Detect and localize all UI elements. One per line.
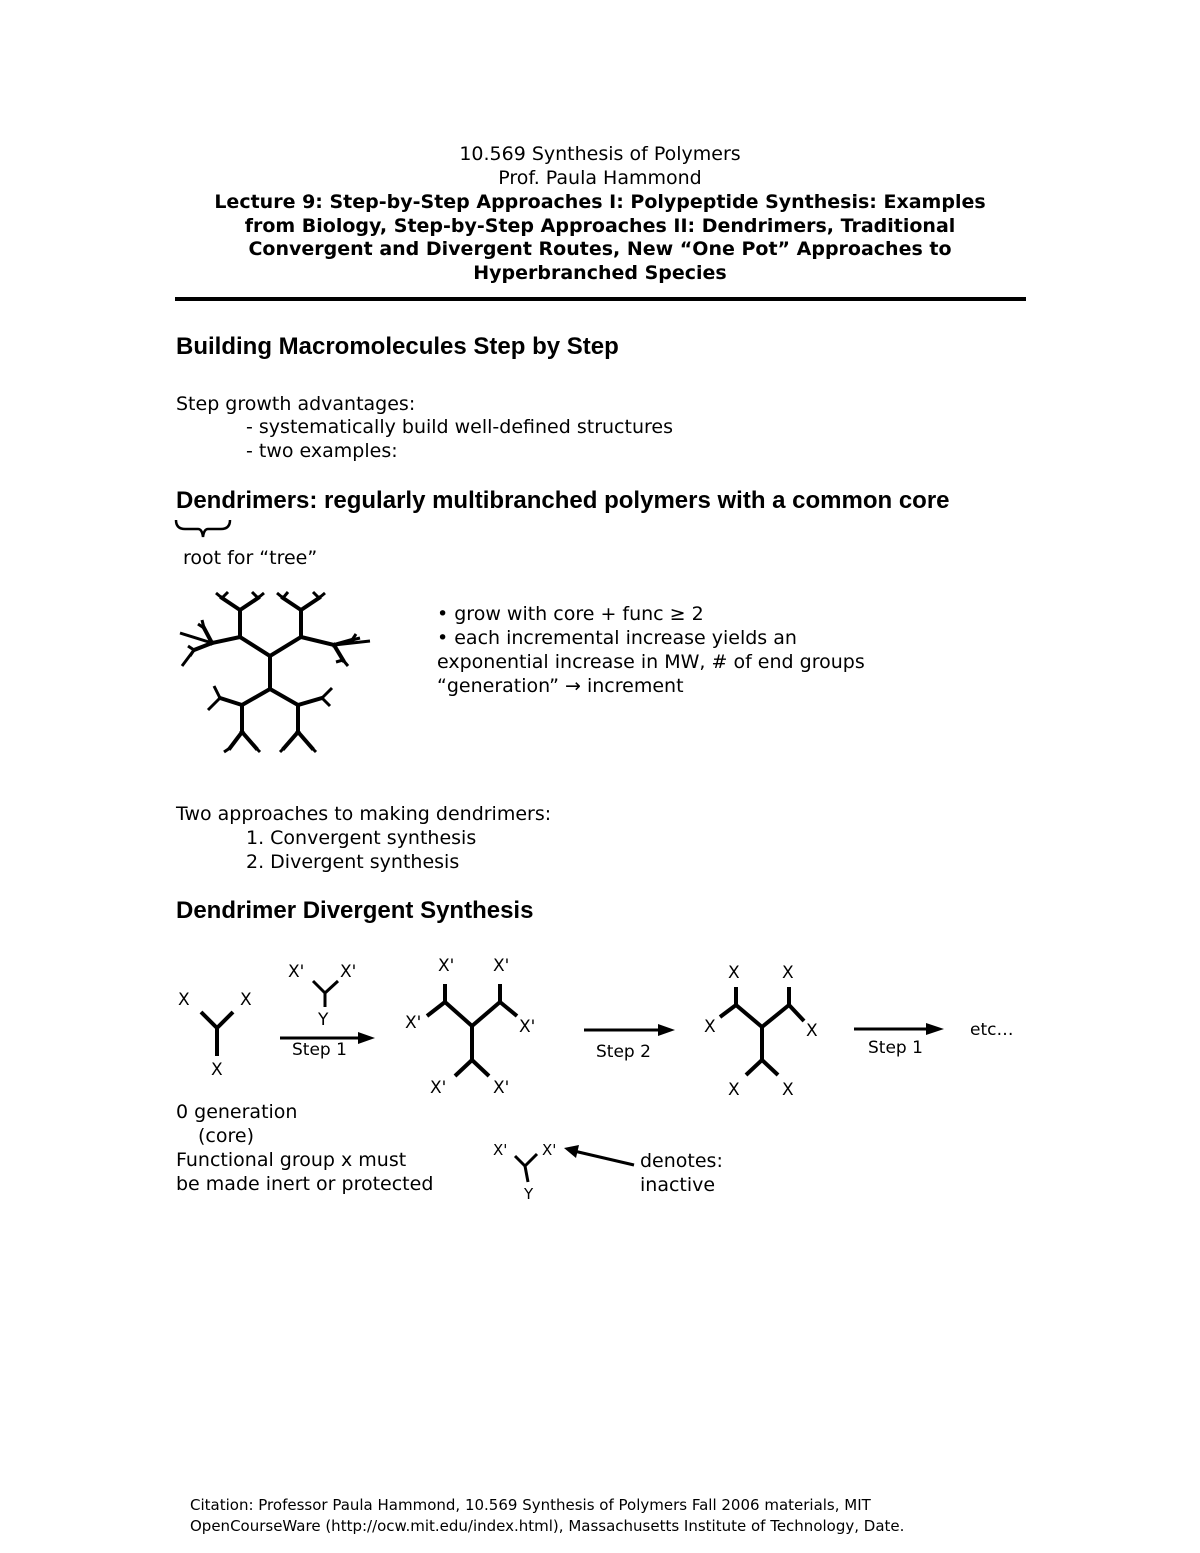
group-label: X (782, 963, 794, 983)
step-label: Step 1 (868, 1038, 923, 1058)
etc-label: etc… (970, 1020, 1014, 1040)
group-label: X (178, 990, 190, 1010)
advantage-item: - two examples: (246, 440, 398, 462)
advantage-item: - systematically build well-defined structures (246, 416, 673, 438)
lecture-title-line-2: from Biology, Step-by-Step Approaches II: Dendrimers, Traditional (244, 215, 956, 237)
group-label: X' (493, 1078, 510, 1098)
section-heading-dendrimers: Dendrimers: regularly multibranched polymers with a common core (176, 487, 950, 514)
group-label: X' (493, 1141, 508, 1159)
group-label: X' (340, 962, 357, 982)
protection-note: be made inert or protected (176, 1173, 434, 1195)
reaction-arrow-icon (582, 1022, 682, 1038)
core-caption: 0 generation (176, 1101, 298, 1123)
denotes-label: denotes: (640, 1150, 723, 1172)
denotes-label: inactive (640, 1174, 716, 1196)
lecture-title-line-1: Lecture 9: Step-by-Step Approaches I: Polypeptide Synthesis: Examples (214, 191, 986, 213)
protection-note: Functional group x must (176, 1149, 407, 1171)
dendrimer-point: • each incremental increase yields an (437, 627, 797, 649)
core-caption: (core) (198, 1125, 254, 1147)
group-label: X (782, 1080, 794, 1100)
step-label: Step 2 (596, 1042, 651, 1062)
section-heading-step-by-step: Building Macromolecules Step by Step (176, 333, 619, 360)
advantages-intro: Step growth advantages: (176, 393, 416, 415)
dendrimer-point: exponential increase in MW, # of end groups (437, 651, 865, 673)
approaches-intro: Two approaches to making dendrimers: (176, 803, 552, 825)
dendrimer-tree-diagram (170, 590, 385, 760)
group-label: X' (493, 956, 510, 976)
group-label: X (240, 990, 252, 1010)
section-heading-divergent: Dendrimer Divergent Synthesis (176, 897, 534, 924)
group-label: X (728, 1080, 740, 1100)
group-label: X' (438, 956, 455, 976)
lecture-title-line-3: Convergent and Divergent Routes, New “One Pot” Approaches to (248, 238, 952, 260)
group-label: X' (405, 1013, 422, 1033)
approach-item: 1. Convergent synthesis (246, 827, 477, 849)
course-title: 10.569 Synthesis of Polymers (459, 143, 741, 165)
underbrace-icon (174, 518, 234, 540)
group-label: X' (542, 1141, 557, 1159)
inactive-reagent-diagram (505, 1148, 545, 1188)
brace-note: root for “tree” (183, 547, 318, 569)
group-label: X' (430, 1078, 447, 1098)
reaction-arrow-icon (852, 1021, 952, 1037)
citation-line: Citation: Professor Paula Hammond, 10.569 Synthesis of Polymers Fall 2006 materials, MIT (190, 1496, 871, 1514)
pointer-arrow-icon (560, 1144, 640, 1174)
group-label: X (704, 1017, 716, 1037)
step-label: Step 1 (292, 1040, 347, 1060)
group-label: X' (288, 962, 305, 982)
header-divider (175, 297, 1026, 301)
approach-item: 2. Divergent synthesis (246, 851, 460, 873)
group-label: Y (318, 1010, 329, 1030)
core-molecule-diagram (195, 1000, 245, 1060)
group-label: X (211, 1060, 223, 1080)
professor-name: Prof. Paula Hammond (498, 167, 702, 189)
group-label: X (806, 1021, 818, 1041)
dendrimer-point: • grow with core + func ≥ 2 (437, 603, 704, 625)
citation-line: OpenCourseWare (http://ocw.mit.edu/index.html), Massachusetts Institute of Technology, Date. (190, 1517, 905, 1535)
group-label: Y (524, 1185, 534, 1203)
lecture-title-line-4: Hyperbranched Species (473, 262, 727, 284)
group-label: X (728, 963, 740, 983)
dendrimer-point: “generation” → increment (437, 675, 684, 697)
group-label: X' (519, 1017, 536, 1037)
